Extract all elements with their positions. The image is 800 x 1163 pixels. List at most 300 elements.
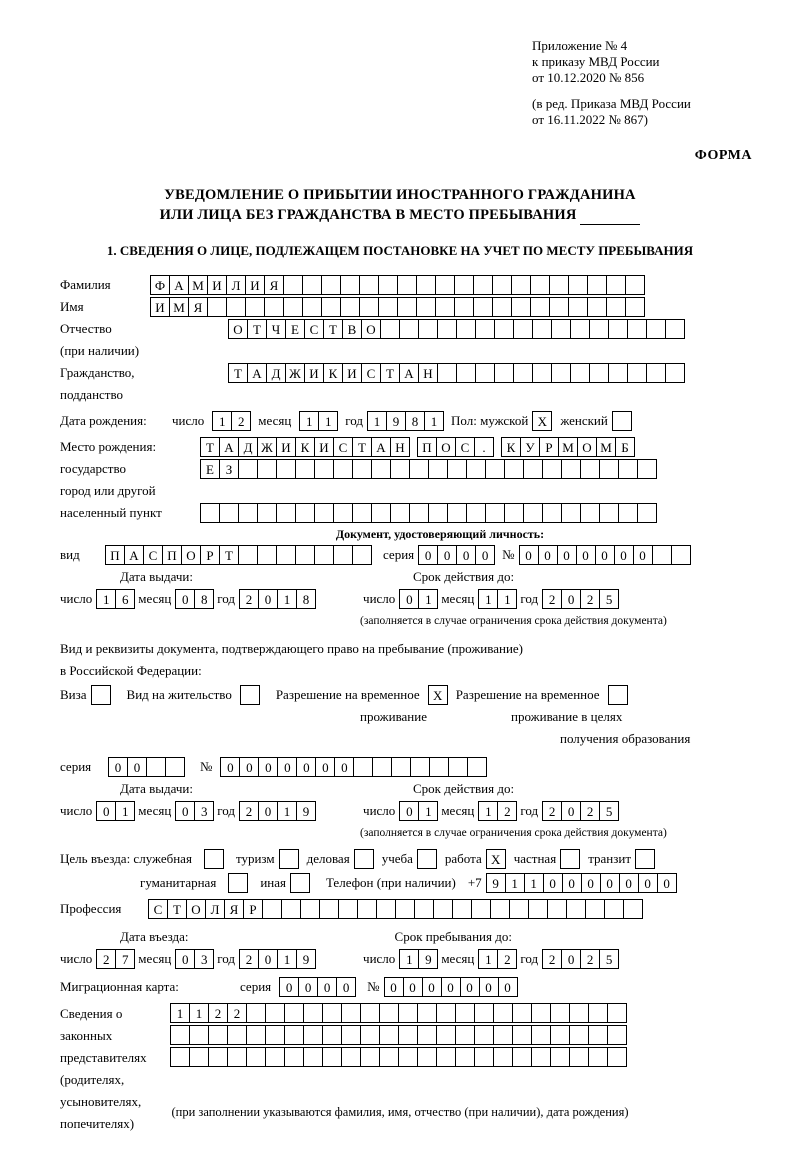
form-cell[interactable]: [418, 319, 438, 339]
form-cell[interactable]: [570, 319, 590, 339]
form-cell[interactable]: [474, 1025, 494, 1045]
permit-edu-checkbox[interactable]: [608, 685, 628, 705]
form-cell[interactable]: Н: [390, 437, 410, 457]
form-cell[interactable]: [379, 1025, 399, 1045]
form-cell[interactable]: 1: [418, 589, 438, 609]
form-cell[interactable]: [378, 297, 398, 317]
purpose-humanitarian-checkbox[interactable]: [228, 873, 248, 893]
form-cell[interactable]: [238, 545, 258, 565]
form-cell[interactable]: [588, 1025, 608, 1045]
form-cell[interactable]: Т: [352, 437, 372, 457]
form-cell[interactable]: [504, 459, 524, 479]
birthplace-settlement-type-input[interactable]: [417, 437, 493, 457]
form-cell[interactable]: [380, 319, 400, 339]
form-cell[interactable]: [433, 899, 453, 919]
form-cell[interactable]: 0: [595, 545, 615, 565]
form-cell[interactable]: [511, 297, 531, 317]
form-cell[interactable]: [238, 459, 258, 479]
form-cell[interactable]: П: [162, 545, 182, 565]
form-cell[interactable]: К: [323, 363, 343, 383]
form-cell[interactable]: 0: [619, 873, 639, 893]
form-cell[interactable]: [379, 1047, 399, 1067]
entry-month-input[interactable]: [175, 949, 213, 969]
form-cell[interactable]: [606, 297, 626, 317]
form-cell[interactable]: Я: [224, 899, 244, 919]
form-cell[interactable]: Б: [615, 437, 635, 457]
form-cell[interactable]: [512, 1003, 532, 1023]
form-cell[interactable]: [264, 297, 284, 317]
permit-valid-year-input[interactable]: [542, 801, 618, 821]
purpose-study-checkbox[interactable]: [417, 849, 437, 869]
form-cell[interactable]: [390, 503, 410, 523]
form-cell[interactable]: 0: [437, 545, 457, 565]
form-cell[interactable]: 0: [258, 757, 278, 777]
form-cell[interactable]: [303, 1003, 323, 1023]
form-cell[interactable]: .: [474, 437, 494, 457]
form-cell[interactable]: [490, 899, 510, 919]
form-cell[interactable]: [372, 757, 392, 777]
form-cell[interactable]: Ч: [266, 319, 286, 339]
form-cell[interactable]: [391, 757, 411, 777]
form-cell[interactable]: Л: [205, 899, 225, 919]
form-cell[interactable]: [475, 319, 495, 339]
form-cell[interactable]: 1: [478, 949, 498, 969]
form-cell[interactable]: [246, 1025, 266, 1045]
form-cell[interactable]: Я: [264, 275, 284, 295]
form-cell[interactable]: [531, 1047, 551, 1067]
permit-series-input[interactable]: [108, 757, 184, 777]
form-cell[interactable]: [219, 503, 239, 523]
form-cell[interactable]: [322, 1003, 342, 1023]
form-cell[interactable]: 7: [115, 949, 135, 969]
form-cell[interactable]: [485, 503, 505, 523]
form-cell[interactable]: 2: [542, 801, 562, 821]
form-cell[interactable]: 2: [542, 589, 562, 609]
form-cell[interactable]: Р: [539, 437, 559, 457]
identity-issue-month-input[interactable]: [175, 589, 213, 609]
form-cell[interactable]: [512, 1047, 532, 1067]
form-cell[interactable]: 0: [108, 757, 128, 777]
form-cell[interactable]: 5: [599, 589, 619, 609]
form-cell[interactable]: 1: [399, 949, 419, 969]
form-cell[interactable]: 5: [599, 949, 619, 969]
form-cell[interactable]: Р: [200, 545, 220, 565]
form-cell[interactable]: 0: [638, 873, 658, 893]
form-cell[interactable]: Н: [418, 363, 438, 383]
form-cell[interactable]: 1: [170, 1003, 190, 1023]
form-cell[interactable]: 0: [422, 977, 442, 997]
surname-input[interactable]: [150, 275, 644, 295]
form-cell[interactable]: 0: [600, 873, 620, 893]
form-cell[interactable]: [341, 1003, 361, 1023]
form-cell[interactable]: И: [150, 297, 170, 317]
form-cell[interactable]: 0: [127, 757, 147, 777]
form-cell[interactable]: [532, 319, 552, 339]
form-cell[interactable]: [568, 297, 588, 317]
form-cell[interactable]: 1: [277, 801, 297, 821]
form-cell[interactable]: [429, 757, 449, 777]
form-cell[interactable]: 9: [296, 801, 316, 821]
purpose-transit-checkbox[interactable]: [635, 849, 655, 869]
form-cell[interactable]: [604, 899, 624, 919]
purpose-tourism-checkbox[interactable]: [279, 849, 299, 869]
form-cell[interactable]: [551, 319, 571, 339]
form-cell[interactable]: [409, 459, 429, 479]
form-cell[interactable]: 0: [298, 977, 318, 997]
form-cell[interactable]: [340, 275, 360, 295]
form-cell[interactable]: М: [596, 437, 616, 457]
form-cell[interactable]: [531, 1003, 551, 1023]
form-cell[interactable]: [359, 275, 379, 295]
form-cell[interactable]: М: [188, 275, 208, 295]
form-cell[interactable]: С: [148, 899, 168, 919]
form-cell[interactable]: [395, 899, 415, 919]
form-cell[interactable]: [436, 1047, 456, 1067]
form-cell[interactable]: Т: [200, 437, 220, 457]
form-cell[interactable]: [284, 1003, 304, 1023]
form-cell[interactable]: 0: [384, 977, 404, 997]
form-cell[interactable]: 2: [580, 949, 600, 969]
form-cell[interactable]: [608, 319, 628, 339]
form-cell[interactable]: [587, 275, 607, 295]
form-cell[interactable]: [314, 459, 334, 479]
form-cell[interactable]: [471, 899, 491, 919]
form-cell[interactable]: [607, 1025, 627, 1045]
form-cell[interactable]: [302, 297, 322, 317]
form-cell[interactable]: [284, 1047, 304, 1067]
form-cell[interactable]: [435, 275, 455, 295]
form-cell[interactable]: [493, 1047, 513, 1067]
form-cell[interactable]: 2: [239, 949, 259, 969]
form-cell[interactable]: 0: [175, 801, 195, 821]
form-cell[interactable]: [437, 363, 457, 383]
stay-month-input[interactable]: [478, 949, 516, 969]
migration-number-input[interactable]: [384, 977, 517, 997]
form-cell[interactable]: [456, 319, 476, 339]
citizenship-input[interactable]: [228, 363, 684, 383]
form-cell[interactable]: 0: [441, 977, 461, 997]
form-cell[interactable]: [265, 1003, 285, 1023]
form-cell[interactable]: [570, 363, 590, 383]
representatives-row-1-input[interactable]: [170, 1003, 626, 1023]
form-cell[interactable]: 2: [208, 1003, 228, 1023]
form-cell[interactable]: [589, 363, 609, 383]
form-cell[interactable]: [599, 503, 619, 523]
form-cell[interactable]: [512, 1025, 532, 1045]
form-cell[interactable]: 0: [315, 757, 335, 777]
form-cell[interactable]: 0: [317, 977, 337, 997]
form-cell[interactable]: 0: [258, 589, 278, 609]
form-cell[interactable]: 0: [614, 545, 634, 565]
form-cell[interactable]: 0: [277, 757, 297, 777]
form-cell[interactable]: [371, 459, 391, 479]
form-cell[interactable]: [436, 1025, 456, 1045]
form-cell[interactable]: [265, 1025, 285, 1045]
form-cell[interactable]: 1: [367, 411, 387, 431]
form-cell[interactable]: Д: [266, 363, 286, 383]
form-cell[interactable]: [257, 503, 277, 523]
form-cell[interactable]: А: [124, 545, 144, 565]
form-cell[interactable]: 2: [231, 411, 251, 431]
form-cell[interactable]: [511, 275, 531, 295]
form-cell[interactable]: 1: [524, 873, 544, 893]
form-cell[interactable]: [341, 1025, 361, 1045]
birth-year-input[interactable]: [367, 411, 443, 431]
identity-type-input[interactable]: [105, 545, 371, 565]
form-cell[interactable]: [608, 363, 628, 383]
form-cell[interactable]: [165, 757, 185, 777]
form-cell[interactable]: П: [417, 437, 437, 457]
form-cell[interactable]: 2: [542, 949, 562, 969]
permit-residence-checkbox[interactable]: [240, 685, 260, 705]
form-cell[interactable]: 9: [296, 949, 316, 969]
form-cell[interactable]: 8: [296, 589, 316, 609]
form-cell[interactable]: [353, 757, 373, 777]
form-cell[interactable]: [238, 503, 258, 523]
form-cell[interactable]: П: [105, 545, 125, 565]
form-cell[interactable]: 0: [399, 801, 419, 821]
form-cell[interactable]: 2: [580, 801, 600, 821]
form-cell[interactable]: С: [143, 545, 163, 565]
form-cell[interactable]: [435, 297, 455, 317]
form-cell[interactable]: [454, 297, 474, 317]
form-cell[interactable]: [265, 1047, 285, 1067]
form-cell[interactable]: 1: [115, 801, 135, 821]
form-cell[interactable]: [321, 297, 341, 317]
form-cell[interactable]: 3: [194, 801, 214, 821]
birthplace-row2-input[interactable]: [200, 459, 656, 479]
form-cell[interactable]: [416, 297, 436, 317]
form-cell[interactable]: [319, 899, 339, 919]
form-cell[interactable]: [454, 275, 474, 295]
permit-issue-year-input[interactable]: [239, 801, 315, 821]
form-cell[interactable]: [509, 899, 529, 919]
form-cell[interactable]: 1: [478, 589, 498, 609]
form-cell[interactable]: [378, 275, 398, 295]
form-cell[interactable]: [561, 503, 581, 523]
form-cell[interactable]: [455, 1003, 475, 1023]
form-cell[interactable]: [200, 503, 220, 523]
form-cell[interactable]: 0: [334, 757, 354, 777]
form-cell[interactable]: [360, 1025, 380, 1045]
form-cell[interactable]: [428, 503, 448, 523]
form-cell[interactable]: [398, 1003, 418, 1023]
form-cell[interactable]: [580, 459, 600, 479]
entry-year-input[interactable]: [239, 949, 315, 969]
form-cell[interactable]: У: [520, 437, 540, 457]
form-cell[interactable]: 1: [299, 411, 319, 431]
form-cell[interactable]: [665, 319, 685, 339]
form-cell[interactable]: [550, 1025, 570, 1045]
form-cell[interactable]: 0: [561, 801, 581, 821]
form-cell[interactable]: Т: [228, 363, 248, 383]
form-cell[interactable]: 1: [277, 589, 297, 609]
form-cell[interactable]: З: [219, 459, 239, 479]
purpose-work-checkbox[interactable]: X: [486, 849, 506, 869]
form-cell[interactable]: 0: [279, 977, 299, 997]
form-cell[interactable]: [428, 459, 448, 479]
form-cell[interactable]: [531, 1025, 551, 1045]
profession-input[interactable]: [148, 899, 642, 919]
representatives-row-3-input[interactable]: [170, 1047, 626, 1067]
form-cell[interactable]: С: [333, 437, 353, 457]
form-cell[interactable]: [452, 899, 472, 919]
form-cell[interactable]: [646, 363, 666, 383]
form-cell[interactable]: 2: [239, 589, 259, 609]
form-cell[interactable]: [322, 1047, 342, 1067]
form-cell[interactable]: 1: [418, 801, 438, 821]
form-cell[interactable]: 2: [227, 1003, 247, 1023]
form-cell[interactable]: [473, 275, 493, 295]
form-cell[interactable]: [303, 1025, 323, 1045]
form-cell[interactable]: 0: [519, 545, 539, 565]
form-cell[interactable]: [189, 1047, 209, 1067]
form-cell[interactable]: 0: [475, 545, 495, 565]
form-cell[interactable]: О: [186, 899, 206, 919]
form-cell[interactable]: [371, 503, 391, 523]
sex-female-checkbox[interactable]: [612, 411, 632, 431]
form-cell[interactable]: [599, 459, 619, 479]
form-cell[interactable]: О: [577, 437, 597, 457]
form-cell[interactable]: [302, 275, 322, 295]
form-cell[interactable]: 0: [562, 873, 582, 893]
form-cell[interactable]: [607, 1047, 627, 1067]
form-cell[interactable]: [569, 1047, 589, 1067]
form-cell[interactable]: К: [295, 437, 315, 457]
form-cell[interactable]: 2: [497, 949, 517, 969]
form-cell[interactable]: [437, 319, 457, 339]
form-cell[interactable]: 0: [538, 545, 558, 565]
form-cell[interactable]: К: [501, 437, 521, 457]
form-cell[interactable]: 0: [220, 757, 240, 777]
phone-input[interactable]: [486, 873, 676, 893]
entry-day-input[interactable]: [96, 949, 134, 969]
form-cell[interactable]: [257, 545, 277, 565]
form-cell[interactable]: [410, 757, 430, 777]
form-cell[interactable]: [456, 363, 476, 383]
form-cell[interactable]: 0: [296, 757, 316, 777]
form-cell[interactable]: [606, 275, 626, 295]
form-cell[interactable]: 5: [599, 801, 619, 821]
form-cell[interactable]: [414, 899, 434, 919]
birth-day-input[interactable]: [212, 411, 250, 431]
form-cell[interactable]: 9: [486, 873, 506, 893]
form-cell[interactable]: [398, 1047, 418, 1067]
form-cell[interactable]: [397, 297, 417, 317]
form-cell[interactable]: [492, 297, 512, 317]
form-cell[interactable]: [447, 503, 467, 523]
permit-temp-checkbox[interactable]: X: [428, 685, 448, 705]
identity-series-input[interactable]: [418, 545, 494, 565]
form-cell[interactable]: [652, 545, 672, 565]
form-cell[interactable]: [340, 297, 360, 317]
form-cell[interactable]: Я: [188, 297, 208, 317]
form-cell[interactable]: [637, 459, 657, 479]
form-cell[interactable]: И: [304, 363, 324, 383]
form-cell[interactable]: [416, 275, 436, 295]
form-cell[interactable]: [493, 1025, 513, 1045]
form-cell[interactable]: [357, 899, 377, 919]
migration-series-input[interactable]: [279, 977, 355, 997]
form-cell[interactable]: [262, 899, 282, 919]
form-cell[interactable]: 0: [479, 977, 499, 997]
form-cell[interactable]: [532, 363, 552, 383]
form-cell[interactable]: [397, 275, 417, 295]
form-cell[interactable]: [551, 363, 571, 383]
form-cell[interactable]: [283, 275, 303, 295]
form-cell[interactable]: 1: [318, 411, 338, 431]
stay-day-input[interactable]: [399, 949, 437, 969]
form-cell[interactable]: И: [207, 275, 227, 295]
form-cell[interactable]: [618, 503, 638, 523]
form-cell[interactable]: 8: [194, 589, 214, 609]
form-cell[interactable]: 0: [175, 949, 195, 969]
form-cell[interactable]: 0: [336, 977, 356, 997]
identity-number-input[interactable]: [519, 545, 690, 565]
form-cell[interactable]: [561, 459, 581, 479]
form-cell[interactable]: Р: [243, 899, 263, 919]
form-cell[interactable]: [623, 899, 643, 919]
form-cell[interactable]: [467, 757, 487, 777]
form-cell[interactable]: [276, 503, 296, 523]
form-cell[interactable]: [333, 503, 353, 523]
form-cell[interactable]: [569, 1003, 589, 1023]
form-cell[interactable]: [376, 899, 396, 919]
form-cell[interactable]: 8: [405, 411, 425, 431]
form-cell[interactable]: [588, 1003, 608, 1023]
form-cell[interactable]: 1: [505, 873, 525, 893]
form-cell[interactable]: [276, 545, 296, 565]
form-cell[interactable]: [625, 275, 645, 295]
form-cell[interactable]: 1: [189, 1003, 209, 1023]
form-cell[interactable]: 2: [497, 801, 517, 821]
permit-visa-checkbox[interactable]: [91, 685, 111, 705]
form-cell[interactable]: [409, 503, 429, 523]
form-cell[interactable]: [300, 899, 320, 919]
form-cell[interactable]: 1: [96, 589, 116, 609]
form-cell[interactable]: [475, 363, 495, 383]
form-cell[interactable]: [359, 297, 379, 317]
form-cell[interactable]: [627, 363, 647, 383]
form-cell[interactable]: 1: [478, 801, 498, 821]
form-cell[interactable]: Л: [226, 275, 246, 295]
stay-year-input[interactable]: [542, 949, 618, 969]
form-cell[interactable]: [321, 275, 341, 295]
form-cell[interactable]: [281, 899, 301, 919]
form-cell[interactable]: [360, 1047, 380, 1067]
form-cell[interactable]: 0: [460, 977, 480, 997]
form-cell[interactable]: 0: [456, 545, 476, 565]
form-cell[interactable]: 0: [576, 545, 596, 565]
form-cell[interactable]: [485, 459, 505, 479]
form-cell[interactable]: [295, 545, 315, 565]
form-cell[interactable]: [417, 1025, 437, 1045]
form-cell[interactable]: 0: [657, 873, 677, 893]
form-cell[interactable]: [493, 1003, 513, 1023]
form-cell[interactable]: 0: [581, 873, 601, 893]
form-cell[interactable]: [474, 1047, 494, 1067]
form-cell[interactable]: [569, 1025, 589, 1045]
purpose-other-checkbox[interactable]: [290, 873, 310, 893]
form-cell[interactable]: [341, 1047, 361, 1067]
form-cell[interactable]: 0: [175, 589, 195, 609]
form-cell[interactable]: [284, 1025, 304, 1045]
permit-issue-month-input[interactable]: [175, 801, 213, 821]
form-cell[interactable]: [314, 503, 334, 523]
form-cell[interactable]: 0: [258, 801, 278, 821]
form-cell[interactable]: [566, 899, 586, 919]
form-cell[interactable]: [530, 275, 550, 295]
